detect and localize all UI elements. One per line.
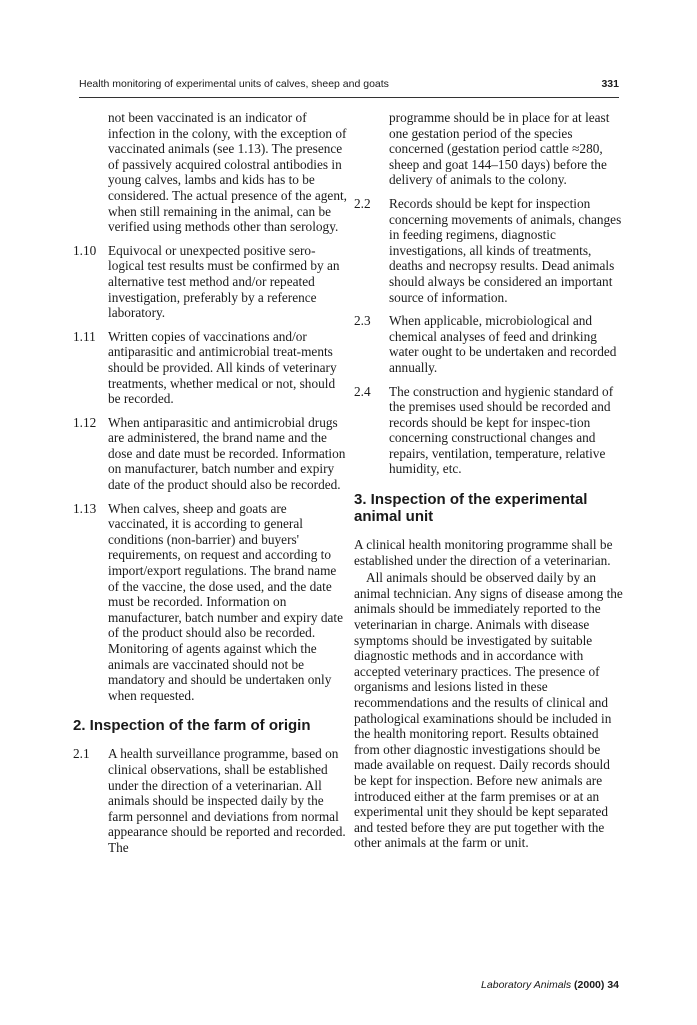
item-text: When applicable, microbiological and chemical analyses of feed and drinking water ought to be undertaken and recorded annually. (389, 313, 617, 375)
item-text: The construction and hygienic standard of the premises used should be recorded and records should be kept for inspec-tion concerning constructional changes and repairs, ventilation, temperature, relative humidity, etc. (389, 383, 614, 477)
page-number: 331 (601, 78, 619, 90)
item-number: 1.10 (73, 242, 97, 258)
header-rule (79, 97, 619, 98)
section-item-2-2 (354, 196, 624, 305)
item-text: When antiparasitic and antimicrobial drugs are administered, the brand name and the dose and date must be recorded. Information on manufacturer, batch number and expiry date of the product should also be recorded. (108, 414, 346, 493)
section-item-1-11 (73, 329, 348, 407)
section-heading-2: 2. Inspection of the farm of origin (73, 717, 311, 735)
item-number: 1.12 (73, 414, 97, 430)
section-item-2-1 (73, 746, 348, 855)
right-column (354, 110, 624, 853)
item-number: 2.4 (354, 383, 371, 399)
continued-paragraph: programme should be in place for at least one gestation period of the species concerned (gestation period cattle ≈280, sheep and goat 144–150 days) before the delivery of animals to the colony. (389, 110, 610, 188)
section-item-1-10 (73, 243, 348, 321)
body-paragraph-2: All animals should be observed daily by an animal technician. Any signs of disease among the animals should be immediately reported to the veterinarian in charge. Animals with disease symptoms should be investigated by suitable diagnostic methods and in accordance with accepted veterinary practices. The presence of organisms and lesions listed in these recommendations and the results of clinical and pathological examinations should be included in the health monitoring report. Results obtained from other diagnostic investigations should be made available on request. Daily records should be kept for inspection. Before new animals are introduced either at the farm premises or at an experimental unit they should be kept separated and tested before they are put together with the other animals at the farm or unit. (354, 570, 623, 851)
item-number: 2.2 (354, 195, 371, 211)
section-item-2-3 (354, 313, 624, 375)
running-title: Health monitoring of experimental units of calves, sheep and goats (79, 78, 389, 90)
journal-footer (481, 979, 619, 991)
item-number: 1.13 (73, 500, 97, 516)
journal-issue: (2000) 34 (574, 979, 619, 991)
item-number: 2.3 (354, 313, 371, 329)
item-text: A health surveillance programme, based on clinical observations, shall be established under the direction of a veterinarian. All animals should be inspected daily by the farm personnel and deviations from normal appearance should be reported and recorded. The (108, 746, 346, 855)
section-item-1-13 (73, 501, 348, 704)
section-heading-3: 3. Inspection of the experimental animal unit (354, 491, 588, 526)
intro-paragraph: not been vaccinated is an indicator of infection in the colony, with the exception of vaccinated animals (see 1.13). The presence of passively acquired colostral antibodies in young calves, lambs and kids has to be considered. The actual presence of the agent, when still remaining in the animal, can be verified using methods other than serology. (108, 110, 347, 235)
section-item-1-12 (73, 415, 348, 493)
item-text: When calves, sheep and goats are vaccinated, it is according to general conditions (non-barrier) and buyers' requirements, on request and according to import/export regulations. The brand name of the vaccine, the dose used, and the date must be recorded. Information on manufacturer, batch number and expiry date of the product should also be recorded. Monitoring of agents against which the animals are vaccinated should not be mandatory and should be undertaken only when requested. (108, 500, 344, 703)
left-column (73, 110, 348, 864)
section-item-2-4 (354, 384, 624, 478)
item-number: 2.1 (73, 746, 90, 762)
body-paragraph-1: A clinical health monitoring programme shall be established under the direction of a veterinarian. (354, 537, 613, 568)
item-number: 1.11 (73, 328, 96, 344)
item-text: Written copies of vaccinations and/or antiparasitic and antimicrobial treat-ments should be provided. All kinds of veterinary treatments, whether medical or not, should be recorded. (108, 328, 337, 407)
journal-name: Laboratory Animals (481, 979, 572, 991)
item-text: Records should be kept for inspection concerning movements of animals, changes in feeding regimens, diagnostic investigations, all kinds of treatments, deaths and necropsy results. Dead animals should always be considered an important source of information. (389, 195, 622, 305)
item-text: Equivocal or unexpected positive sero-logical test results must be confirmed by an alternative test method and/or repeated investigation, preferably by a reference laboratory. (108, 242, 340, 321)
running-header (79, 72, 619, 92)
